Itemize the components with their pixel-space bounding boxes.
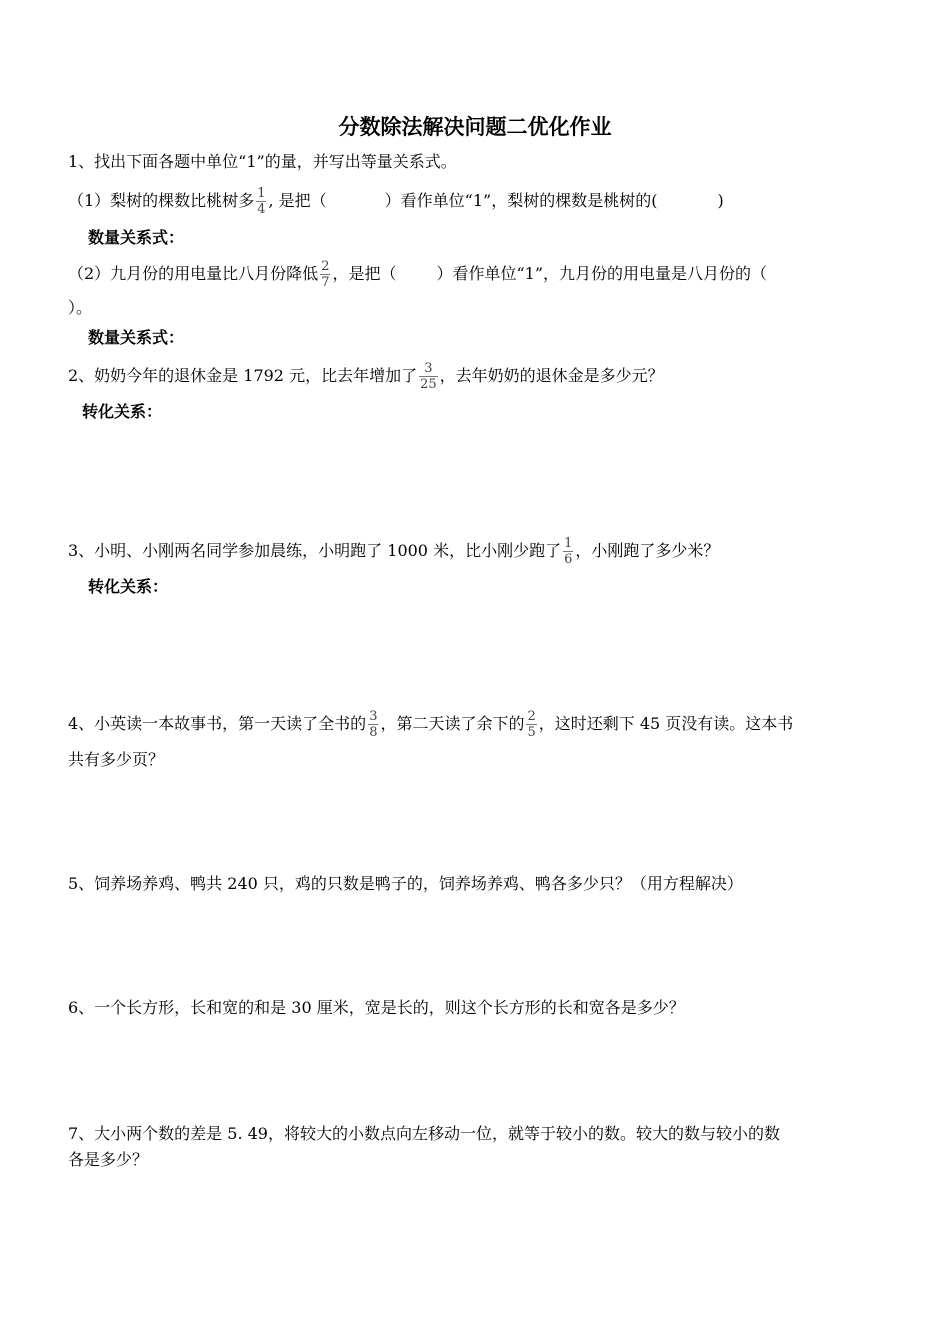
fraction: $\frac{2}{5}$: [527, 709, 536, 740]
q1-part1: （1）梨树的棵数比桃树多 $\frac{1}{4}$ , 是把（ ）看作单位“1”，梨树的棵数是桃树的( ): [68, 186, 724, 217]
q1-relation-label-2: 数量关系式：: [88, 328, 185, 347]
q1-part2: （2）九月份的用电量比八月份降低 $\frac{2}{7}$ ，是把（ ）看作单位“1”，九月份的用电量是八月份的（: [68, 259, 768, 290]
q1-part2-end: ）。: [68, 298, 93, 317]
q2-text: 2、奶奶今年的退休金是 1792 元，比去年增加了 $\frac{3}{25}$ ，去年奶奶的退休金是多少元？: [68, 361, 664, 392]
fraction: $\frac{3}{8}$: [369, 709, 378, 740]
fraction: $\frac{1}{4}$: [257, 186, 266, 217]
q7-text-cont: 各是多少？: [68, 1150, 149, 1169]
q3-text: 3、小明、小刚两名同学参加晨练，小明跑了 1000 米，比小刚少跑了 $\frac{1}{6}$ ，小刚跑了多少米？: [68, 536, 720, 567]
document-title: 分数除法解决问题二优化作业: [338, 114, 612, 139]
fraction: $\frac{1}{6}$: [564, 536, 573, 567]
q4-text-cont: 共有多少页？: [68, 750, 165, 769]
q1-heading: 1、找出下面各题中单位“1”的量，并写出等量关系式。: [68, 152, 457, 171]
q7-text: 7、大小两个数的差是 5. 49，将较大的小数点向左移动一位，就等于较小的数。较大的数与较小的数: [68, 1124, 780, 1143]
fraction: $\frac{2}{7}$: [321, 259, 330, 290]
q1-relation-label: 数量关系式：: [88, 228, 185, 247]
q4-text: 4、小英读一本故事书，第一天读了全书的 $\frac{3}{8}$ ，第二天读了余下的 $\frac{2}{5}$ ，这时还剩下 45 页没有读。这本书: [68, 709, 794, 740]
q2-relation-label: 转化关系：: [82, 402, 163, 421]
q6-text: 6、一个长方形，长和宽的和是 30 厘米，宽是长的，则这个长方形的长和宽各是多少？: [68, 998, 685, 1017]
fraction: $\frac{3}{25}$: [420, 361, 437, 392]
q3-relation-label: 转化关系：: [88, 577, 169, 596]
q5-text: 5、饲养场养鸡、鸭共 240 只，鸡的只数是鸭子的，饲养场养鸡、鸭各多少只？（用方程解决）: [68, 874, 743, 893]
